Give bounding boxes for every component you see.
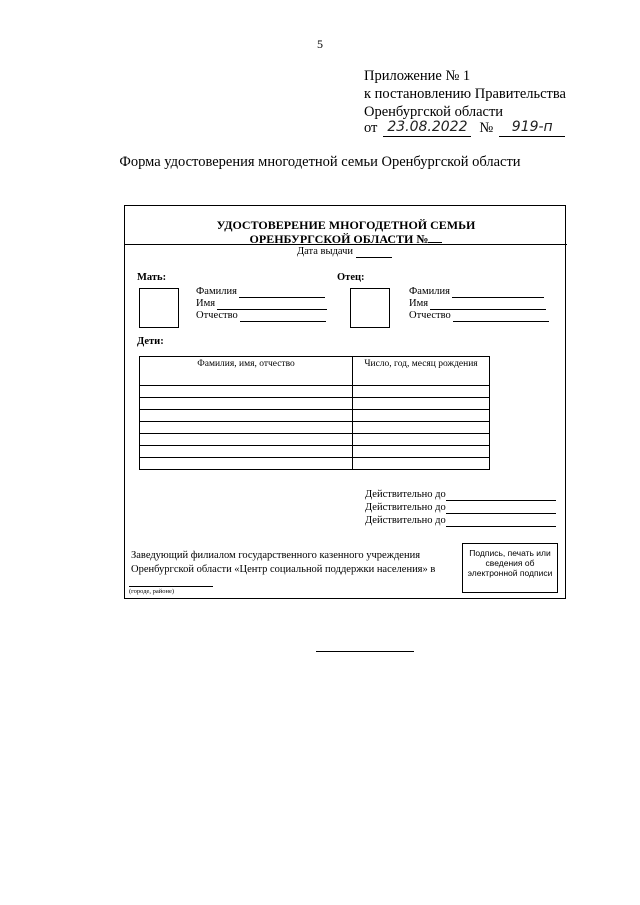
father-surname-field: Фамилия <box>409 286 544 298</box>
mother-patronymic-field: Отчество <box>196 310 326 322</box>
document-title: Форма удостоверения многодетной семьи Оренбургской области <box>119 154 521 170</box>
table-cell <box>353 446 490 458</box>
table-row <box>140 422 490 434</box>
appendix-region-text: Оренбургской области <box>364 104 504 120</box>
mother-label: Мать: <box>137 272 167 283</box>
table-cell <box>353 434 490 446</box>
form-title-line2: ОРЕНБУРГСКОЙ ОБЛАСТИ № <box>125 232 567 246</box>
table-row <box>140 398 490 410</box>
form-title-line1: УДОСТОВЕРЕНИЕ МНОГОДЕТНОЙ СЕМЬИ <box>216 218 476 232</box>
mother-surname-field: Фамилия <box>196 286 325 298</box>
table-cell <box>353 410 490 422</box>
table-cell <box>353 458 490 470</box>
branch-head-text: Заведующий филиалом государственного казенного учреждения Оренбургской области «Центр социальной поддержки населения» в <box>131 550 436 575</box>
children-label: Дети: <box>137 336 164 347</box>
valid-until-field-3: Действительно до <box>365 515 556 527</box>
valid-until-field-2: Действительно до <box>365 502 556 514</box>
number-label: № <box>479 120 494 136</box>
from-label: от <box>364 120 378 136</box>
table-cell <box>140 434 353 446</box>
valid-until-field-1: Действительно до <box>365 489 556 501</box>
certificate-form <box>124 205 566 599</box>
table-row <box>140 446 490 458</box>
table-header-row <box>140 357 490 386</box>
city-district-note: (городе, районе) <box>129 588 175 595</box>
table-cell <box>140 446 353 458</box>
appendix-date-number-line <box>364 119 565 137</box>
father-photo-box <box>350 288 390 328</box>
city-district-line <box>129 586 213 587</box>
end-divider <box>316 651 414 652</box>
page-number: 5 <box>317 37 323 51</box>
handwritten-date: 23.08.2022 <box>383 119 471 137</box>
children-table <box>139 356 490 470</box>
table-cell <box>140 458 353 470</box>
table-cell <box>140 398 353 410</box>
issue-date-field: Дата выдачи <box>297 246 392 258</box>
appendix-resolution-text: к постановлению Правительства <box>364 86 566 102</box>
table-cell <box>353 422 490 434</box>
father-label: Отец: <box>337 272 365 283</box>
title-divider <box>125 244 567 245</box>
mother-name-field: Имя <box>196 298 327 310</box>
table-header-fullname: Фамилия, имя, отчество <box>140 357 353 386</box>
table-cell <box>140 386 353 398</box>
table-row <box>140 434 490 446</box>
signature-seal-box: Подпись, печать или сведения об электронной подписи <box>462 543 558 593</box>
table-cell <box>353 398 490 410</box>
table-cell <box>353 386 490 398</box>
issue-date-line <box>356 248 392 258</box>
form-title <box>125 218 567 246</box>
handwritten-number: 919-п <box>499 119 565 137</box>
mother-photo-box <box>139 288 179 328</box>
father-name-field: Имя <box>409 298 546 310</box>
father-patronymic-field: Отчество <box>409 310 549 322</box>
table-header-birthdate: Число, год, месяц рождения <box>353 357 490 386</box>
appendix-label: Приложение № 1 <box>364 68 471 84</box>
table-cell <box>140 410 353 422</box>
table-row <box>140 410 490 422</box>
table-row <box>140 458 490 470</box>
table-row <box>140 386 490 398</box>
table-cell <box>140 422 353 434</box>
